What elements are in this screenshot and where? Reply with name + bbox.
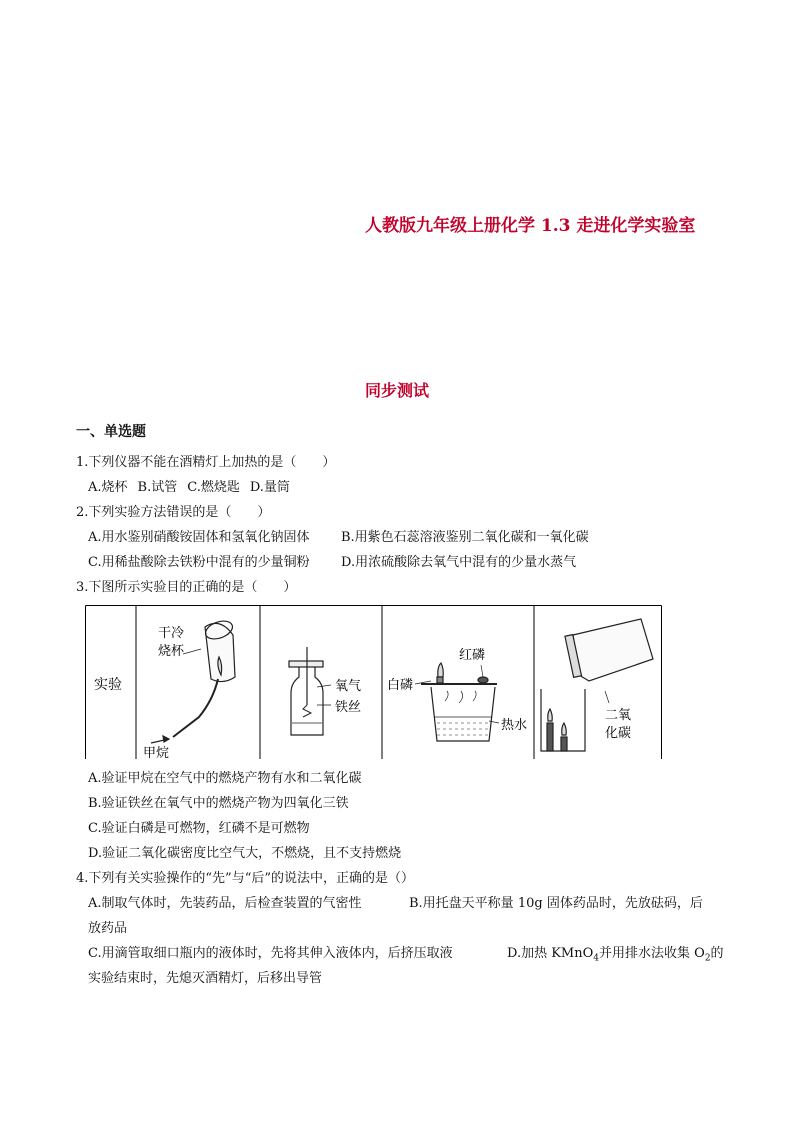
question-3-option-c: C.验证白磷是可燃物，红磷不是可燃物 [88,821,310,836]
label-iron-wire: 铁丝 [335,700,362,715]
subscript: 4 [593,953,600,964]
panel-d-co2-apparatus [541,619,653,751]
label-dry-cold: 干冷 [158,626,185,641]
document-subtitle: 同步测试 [364,381,429,400]
question-3-option-a: A.验证甲烷在空气中的燃烧产物有水和二氧化碳 [88,771,362,786]
label-beaker: 烧杯 [158,644,185,659]
question-4-option-b-cont: 放药品 [88,921,128,936]
question-4-stem: 4.下列有关实验操作的“先”与“后”的说法中，正确的是（） [76,871,414,886]
question-4-option-a: A.制取气体时，先装药品，后检查装置的气密性 [88,896,362,911]
question-2-option-a: A.用水鉴别硝酸铵固体和氢氧化钠固体 [88,530,310,545]
section-heading: 一、单选题 [76,424,146,440]
option: C.燃烧匙 [187,480,240,495]
label-co2-line2: 化碳 [605,726,632,741]
question-2-stem: 2.下列实验方法错误的是（ ） [76,505,271,520]
question-3-stem: 3.下图所示实验目的正确的是（ ） [76,580,297,595]
subscript: 2 [704,953,711,964]
label-co2-line1: 二氧 [605,708,632,723]
label-white-phosphorus: 白磷 [387,678,414,693]
question-2-option-d: D.用浓硫酸除去氧气中混有的少量水蒸气 [341,555,577,570]
label-hot-water: 热水 [501,718,528,733]
question-4-option-b: B.用托盘天平称量 10g 固体药品时，先放砝码，后 [409,896,703,911]
panel-c-phosphorus-apparatus [415,663,499,741]
option-d-text: 的 [710,946,724,961]
question-4-option-d-cont: 实验结束时，先熄灭酒精灯，后移出导管 [88,971,323,986]
option: B.试管 [137,480,178,495]
label-oxygen: 氧气 [335,679,362,694]
option: D.量筒 [249,480,290,495]
experiment-figure-table [85,605,662,759]
question-2-option-b: B.用紫色石蕊溶液鉴别二氧化碳和一氧化碳 [341,530,589,545]
option: A.烧杯 [88,480,128,495]
label-methane: 甲烷 [143,746,170,759]
question-3-option-b: B.验证铁丝在氧气中的燃烧产物为四氧化三铁 [88,796,349,811]
option-d-text: D.加热 KMnO [507,946,594,961]
label-red-phosphorus: 红磷 [459,648,486,663]
panel-b-iron-wire-apparatus [289,647,331,735]
question-2-option-c: C.用稀盐酸除去铁粉中混有的少量铜粉 [88,555,310,570]
option-d-text: 并用排水法收集 O [599,946,705,961]
question-4-option-d [507,945,724,968]
question-4-option-c: C.用滴管取细口瓶内的液体时，先将其伸入液体内，后挤压取液 [88,946,453,961]
question-1-options [88,479,290,497]
document-title: 人教版九年级上册化学 1.3 走进化学实验室 [365,216,696,236]
question-1-stem: 1.下列仪器不能在酒精灯上加热的是（ ） [76,455,336,470]
row-label-experiment: 实验 [94,677,122,693]
question-3-option-d: D.验证二氧化碳密度比空气大，不燃烧，且不支持燃烧 [88,846,402,861]
